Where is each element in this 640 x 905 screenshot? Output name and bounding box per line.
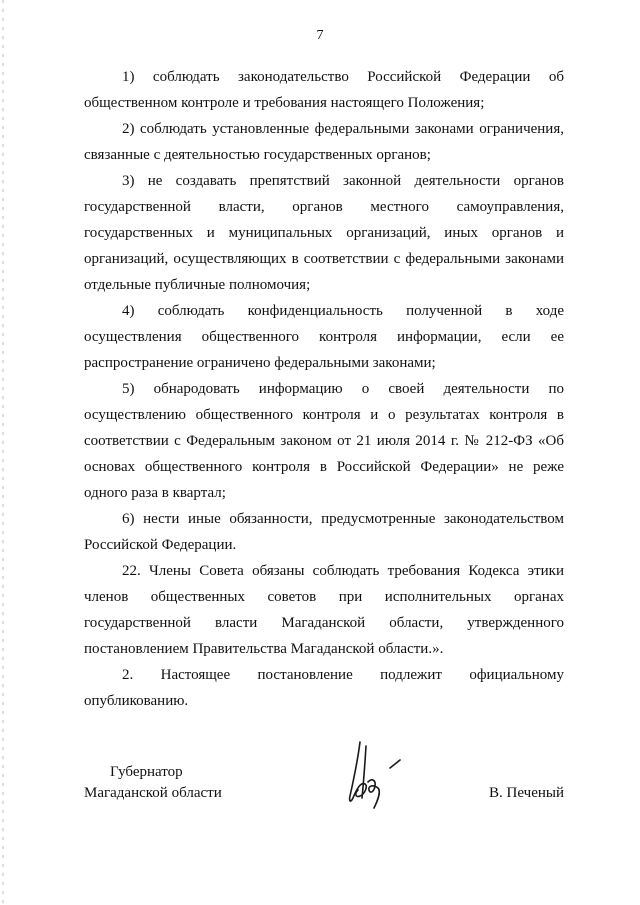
paragraph-publication: 2. Настоящее постановление подлежит официальному опубликованию.: [84, 667, 564, 709]
paragraph-duty-4: 4) соблюдать конфиденциальность полученной в ходе осуществления общественного контроля информации, если ее распространение ограничено федеральными законами;: [84, 303, 564, 371]
signatory-title-line2: Магаданской области: [84, 785, 222, 801]
document-body: [84, 64, 564, 714]
paragraph-duty-5: 5) обнародовать информацию о своей деятельности по осуществлению общественного контроля и о результатах контроля в соответствии с Федеральным законом от 21 июля 2014 г. № 212-ФЗ «Об основах общественного контроля в Российской Федерации» не реже одного раза в квартал;: [84, 381, 564, 501]
paragraph-duty-6: 6) нести иные обязанности, предусмотренные законодательством Российской Федерации.: [84, 511, 564, 553]
scan-edge-artifact: [2, 0, 4, 905]
signatory-name: В. Печеный: [489, 785, 564, 801]
paragraph-duty-3: 3) не создавать препятствий законной деятельности органов государственной власти, органов местного самоуправления, государственных и муниципальных организаций, иных органов и организаций, осуществляющих в соответствии с федеральными законами отдельные публичные полномочия;: [84, 173, 564, 293]
page-number: 7: [316, 28, 324, 43]
paragraph-duty-2: 2) соблюдать установленные федеральными законами ограничения, связанные с деятельностью государственных органов;: [84, 121, 564, 163]
signatory-title-line1: Губернатор: [110, 764, 183, 780]
paragraph-clause-22: 22. Члены Совета обязаны соблюдать требования Кодекса этики членов общественных советов при исполнительных органах государственной власти Магаданской области, утвержденного постановлением Правительства Магаданской области.».: [84, 563, 564, 657]
signature-block: [84, 762, 564, 842]
signatory-title: [84, 762, 222, 804]
paragraph-duty-1: 1) соблюдать законодательство Российской Федерации об общественном контроле и требования настоящего Положения;: [84, 69, 564, 111]
handwritten-signature: [338, 738, 416, 816]
